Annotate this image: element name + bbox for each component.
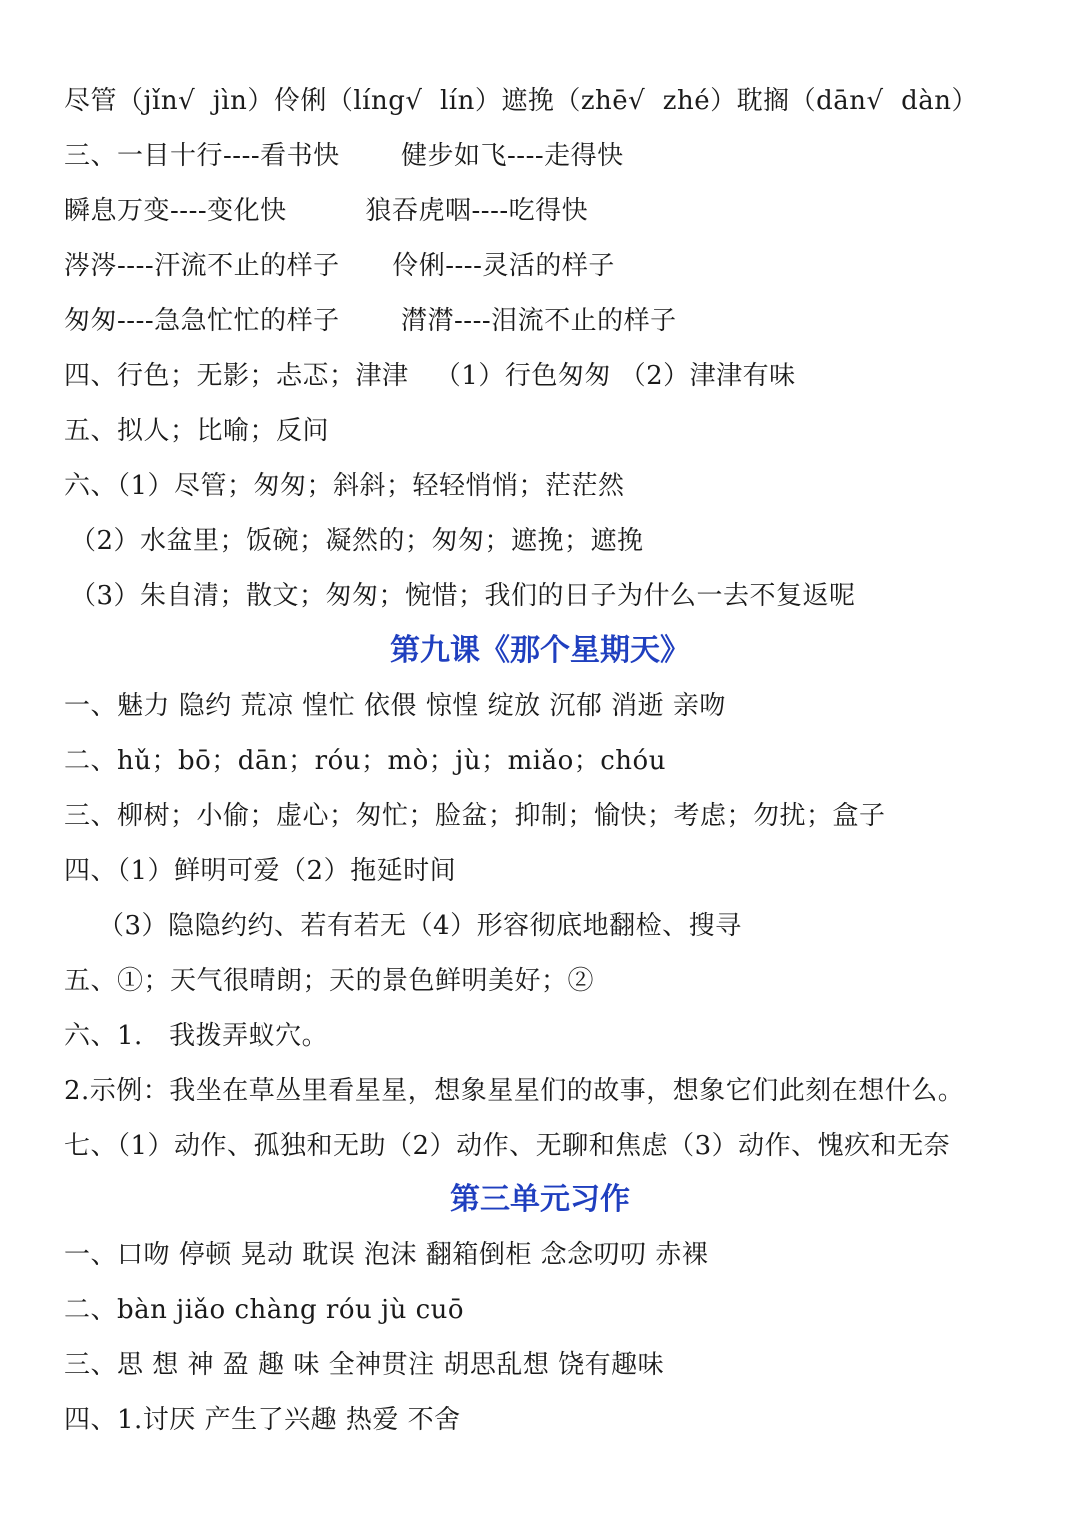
- answer-line-6c: （3）朱自清；散文；匆匆；惋惜；我们的日子为什么一去不复返呢: [70, 581, 856, 611]
- lesson9-line-4: 四、（1）鲜明可爱（2）拖延时间: [64, 856, 457, 886]
- answer-line-6: 六、（1）尽管；匆匆；斜斜；轻轻悄悄；茫茫然: [64, 471, 625, 501]
- unit3-line-4: 四、1.讨厌 产生了兴趣 热爱 不舍: [64, 1405, 461, 1435]
- answer-line-5: 五、拟人；比喻；反问: [64, 416, 330, 446]
- lesson9-title: 第九课《那个星期天》: [390, 633, 690, 668]
- answer-line-4: 四、行色；无影；忐忑；津津 （1）行色匆匆 （2）津津有味: [64, 361, 796, 391]
- unit3-line-2: 二、bàn jiǎo chàng róu jù cuō: [64, 1295, 465, 1325]
- lesson9-line-2: 二、hǔ；bō；dān；róu；mò；jù；miǎo；chóu: [64, 746, 666, 776]
- unit3-line-3: 三、思 想 神 盈 趣 味 全神贯注 胡思乱想 饶有趣味: [64, 1350, 665, 1380]
- lesson9-line-5: 五、①；天气很晴朗；天的景色鲜明美好；②: [64, 966, 595, 996]
- lesson9-line-7: 七、（1）动作、孤独和无助（2）动作、无聊和焦虑（3）动作、愧疚和无奈: [64, 1131, 951, 1161]
- lesson9-line-4b: （3）隐隐约约、若有若无（4）形容彻底地翻检、搜寻: [98, 911, 742, 941]
- lesson9-line-6b: 2.示例：我坐在草丛里看星星，想象星星们的故事，想象它们此刻在想什么。: [64, 1076, 965, 1106]
- lesson9-line-6: 六、1. 我拨弄蚁穴。: [64, 1021, 329, 1051]
- answer-line-3c: 涔涔----汗流不止的样子 伶俐----灵活的样子: [64, 251, 615, 281]
- answer-line-3d: 匆匆----急急忙忙的样子 潸潸----泪流不止的样子: [64, 306, 677, 336]
- unit3-title: 第三单元习作: [450, 1182, 630, 1217]
- unit3-line-1: 一、口吻 停顿 晃动 耽误 泡沫 翻箱倒柜 念念叨叨 赤裸: [64, 1240, 709, 1270]
- answer-line-6b: （2）水盆里；饭碗；凝然的；匆匆；遮挽；遮挽: [70, 526, 644, 556]
- answer-line-3b: 瞬息万变----变化快 狼吞虎咽----吃得快: [64, 196, 589, 226]
- answer-line-3: 三、一目十行----看书快 健步如飞----走得快: [64, 141, 624, 171]
- lesson9-line-3: 三、柳树；小偷；虚心；匆忙；脸盆；抑制；愉快；考虑；勿扰；盒子: [64, 801, 886, 831]
- pinyin-choice-line: 尽管（jǐn√ jìn）伶俐（líng√ lín）遮挽（zhē√ zhé）耽搁（dān√ dàn）: [64, 86, 978, 116]
- lesson9-line-1: 一、魅力 隐约 荒凉 惶忙 依偎 惊惶 绽放 沉郁 消逝 亲吻: [64, 691, 726, 721]
